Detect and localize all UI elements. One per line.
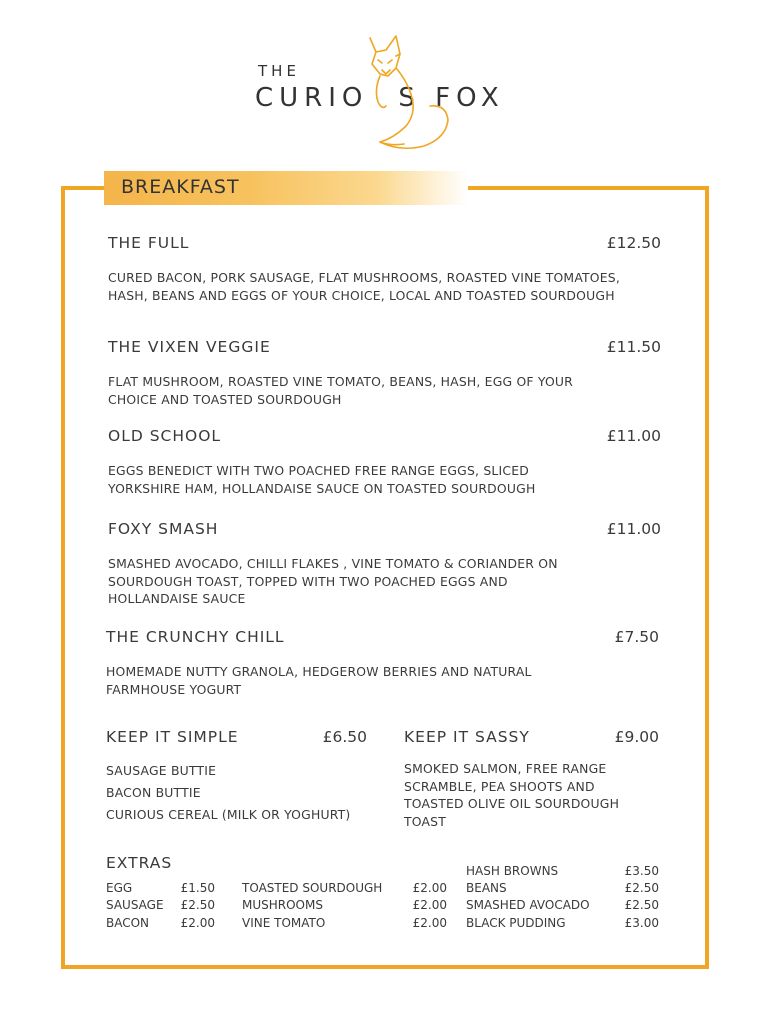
extras-item-name: BACON bbox=[106, 916, 150, 930]
keep-simple-line: SAUSAGE BUTTIE bbox=[106, 763, 217, 778]
item-price: £11.50 bbox=[606, 338, 661, 356]
logo-name-right: S FOX bbox=[398, 83, 505, 113]
keep-sassy-description: SMOKED SALMON, FREE RANGE SCRAMBLE, PEA SHOOTS AND TOASTED OLIVE OIL SOURDOUGH TOAST bbox=[404, 761, 620, 829]
extras-item-price: £1.50 bbox=[180, 881, 215, 895]
item-name: OLD SCHOOL bbox=[108, 427, 222, 445]
item-description: EGGS BENEDICT WITH TWO POACHED FREE RANGE EGGS, SLICED YORKSHIRE HAM, HOLLANDAISE SAUCE ON TOASTED SOURDOUGH bbox=[108, 463, 536, 496]
item-description: HOMEMADE NUTTY GRANOLA, HEDGEROW BERRIES AND NATURAL FARMHOUSE YOGURT bbox=[106, 664, 532, 697]
extras-item-name: MUSHROOMS bbox=[242, 898, 323, 912]
extras-item-name: TOASTED SOURDOUGH bbox=[242, 881, 383, 895]
extras-item-price: £2.00 bbox=[412, 898, 447, 912]
extras-item-name: EGG bbox=[106, 881, 133, 895]
item-price: £11.00 bbox=[606, 427, 661, 445]
extras-item-price: £2.00 bbox=[412, 916, 447, 930]
item-name: FOXY SMASH bbox=[108, 520, 219, 538]
item-name: THE CRUNCHY CHILL bbox=[106, 628, 285, 646]
extras-item-price: £2.50 bbox=[180, 898, 215, 912]
extras-item-price: £2.00 bbox=[412, 881, 447, 895]
fox-outline-icon bbox=[360, 30, 460, 155]
logo-the: THE bbox=[258, 62, 300, 80]
extras-item-name: BEANS bbox=[466, 881, 507, 895]
item-description: FLAT MUSHROOM, ROASTED VINE TOMATO, BEANS, HASH, EGG OF YOUR CHOICE AND TOASTED SOURDOUGH bbox=[108, 374, 573, 407]
item-price: £11.00 bbox=[606, 520, 661, 538]
item-description: CURED BACON, PORK SAUSAGE, FLAT MUSHROOMS, ROASTED VINE TOMATOES, HASH, BEANS AND EGGS OF YOUR CHOICE, LOCAL AND TOASTED SOURDOUGH bbox=[108, 270, 620, 303]
extras-item-price: £3.50 bbox=[624, 864, 659, 878]
extras-item-name: HASH BROWNS bbox=[466, 864, 559, 878]
keep-sassy-name: KEEP IT SASSY bbox=[404, 728, 530, 746]
logo-name-left: CURIO bbox=[255, 83, 369, 113]
item-price: £7.50 bbox=[614, 628, 659, 646]
extras-title: EXTRAS bbox=[106, 854, 173, 872]
extras-item-price: £2.50 bbox=[624, 881, 659, 895]
extras-item-price: £2.00 bbox=[180, 916, 215, 930]
extras-item-price: £2.50 bbox=[624, 898, 659, 912]
extras-item-name: SMASHED AVOCADO bbox=[466, 898, 590, 912]
item-description: SMASHED AVOCADO, CHILLI FLAKES , VINE TOMATO & CORIANDER ON SOURDOUGH TOAST, TOPPED WITH TWO POACHED EGGS AND HOLLANDAISE SAUCE bbox=[108, 556, 558, 606]
keep-simple-price: £6.50 bbox=[322, 728, 367, 746]
extras-item-price: £3.00 bbox=[624, 916, 659, 930]
item-price: £12.50 bbox=[606, 234, 661, 252]
extras-item-name: BLACK PUDDING bbox=[466, 916, 566, 930]
section-title: BREAKFAST bbox=[121, 176, 240, 198]
item-name: THE VIXEN VEGGIE bbox=[108, 338, 271, 356]
keep-simple-line: BACON BUTTIE bbox=[106, 785, 201, 800]
extras-item-name: VINE TOMATO bbox=[242, 916, 326, 930]
keep-simple-name: KEEP IT SIMPLE bbox=[106, 728, 239, 746]
keep-simple-line: CURIOUS CEREAL (MILK OR YOGHURT) bbox=[106, 807, 351, 822]
keep-sassy-price: £9.00 bbox=[614, 728, 659, 746]
extras-item-name: SAUSAGE bbox=[106, 898, 164, 912]
item-name: THE FULL bbox=[108, 234, 190, 252]
